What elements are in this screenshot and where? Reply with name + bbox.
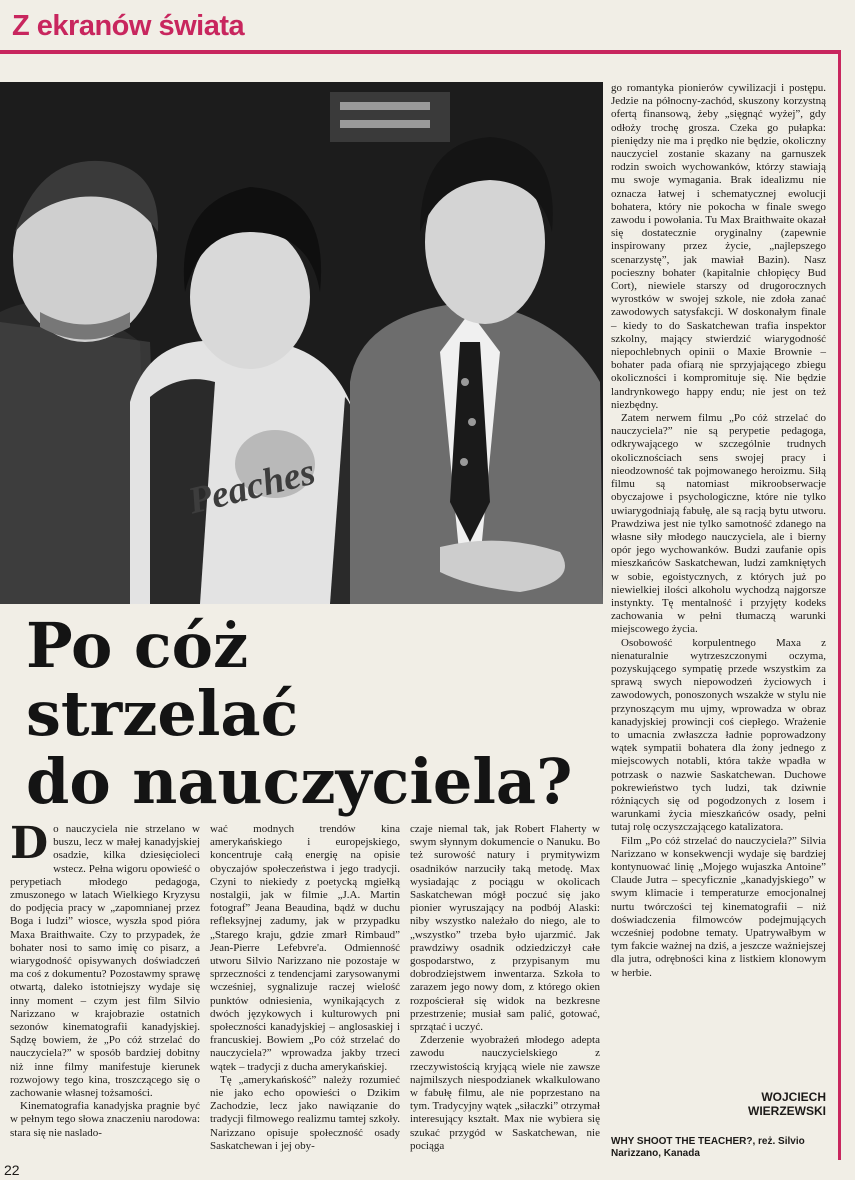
right-column-paragraph-3: Osobowość korpulentnego Maxa z nienaturalnie wytrzeszczonymi oczyma, pozyskującego sympatię przede wszystkim za sprawą swych niepowodzeń życiowych i zawodowych, ponoszonych wszakże w stylu nie przynoszącym mu ujmy, wprowadza w obraz kanadyjskiej prowincji coś ciepłego. Wrażenie to umacnia zwłaszcza ładnie poprowadzony wątek sympatii bohatera dla żony jednego z miejscowych notabli, która także wpadła w potrzask o nazwie Saskatchewan. Duchowe pokrewieństwo tych ludzi, tak dziwnie różniących się od pogodzonych z losem i warunkami życia mieszkańców osady, pełni tutaj rolę oczyszczającego katalizatora. xyxy=(611,636,826,834)
film-still-photo xyxy=(0,82,603,604)
author-byline xyxy=(611,1090,826,1118)
column-1-paragraph-1: o nauczyciela nie strzelano w buszu, lecz w małej kanadyjskiej osadzie, kilka dziesięcioleci wstecz. Pełna wigoru opowieść o perypetiach młodego pedagoga, zmuszonego w latach Wielkiego Kryzysu do podjęcia pracy w „zapomnianej przez Boga i ludzi” wiosce, wyszła spod pióra Maxa Braithwaite. Czy to przypadek, że bohater nosi to samo imię co pisarz, a wiarygodność opisywanych doświadczeń ma coś z dokumentu? Pozostawmy sprawę otwartą, daleko istotniejszy wydaje się inny moment – czym jest film Silvio Narizzano w krajobrazie ostatnich sezonów kinematografii kanadyjskiej. Sądzę bowiem, że „Po cóż strzelać do nauczyciela?” w sposób bardziej dobitny niż inne filmy manifestuje kierunek rozwojowy tego kina, troszczącego się o zachowanie własnej tożsamości. xyxy=(10,823,200,1100)
column-3 xyxy=(410,823,600,1163)
right-column xyxy=(611,82,826,980)
headline-line-1: Po cóż xyxy=(26,609,249,682)
right-column-paragraph-4: Film „Po cóż strzelać do nauczyciela?” Silvia Narizzano w konsekwencji wydaje się bardziej kontynuować linię „Mojego wujaszka Antoine” Claude Jutra – specyficznie „kanadyjskiego” w swym klimacie i temperaturze emocjonalnej nurtu twórczości tej kinematografii – niż doświadczenia filmowców podejmujących wcześniej podobne tematy. Upatrywałbym w tym fakcie ważnej na dziś, a jeszcze ważniejszej dla jutra, odrębności kina z listkiem klonowym w herbie. xyxy=(611,834,826,979)
column-1 xyxy=(10,818,200,1163)
section-title: Z ekranów świata xyxy=(12,10,245,42)
right-column-paragraph-1: go romantyka pionierów cywilizacji i postępu. Jedzie na północny-zachód, skuszony korzystną ofertą finansową, żeby „sięgnąć wyżej”, gdy odłoży trochę grosza. Czeka go pułapka: pieniędzy nie ma i prędko nie będzie, okoliczny nauczyciel zostanie skazany na garnuszek rodzin swoich wychowanków, którzy stawiają mu swoje wymagania. Brak idealizmu nie oznacza łatwej i schematycznej ewolucji bohatera, który nie pokocha w finale swego zawodu i powołania. Tu Max Braithwaite okazał się dostatecznie oryginalny (zapewnie inspirowany przez życie, „najlepszego scenarzystę”, jak mawiał Bazin). Nasz pociesznу bohater (kapitalnie chłopięcy Bud Cort), niewiele starszy od drugorocznych wyrostków w swojej szkole, nie zdoła zanać zawodowych satysfakcji. W doskonałym finale – kiedy to do Saskatchewan trafia inspektor szkolny, mający stwierdzić wiarygodność niepochlebnych opinii o Maxie Brownie – bohater pada ofiarą nie sprzyjającego zbiegu okoliczności i kompromituje się. Nie będzie landrynkowego happy endu; nie jest on też niezbędny. xyxy=(611,82,826,411)
page-number: 22 xyxy=(4,1162,20,1178)
top-rule xyxy=(0,50,840,54)
column-1-paragraph-2: Kinematografia kanadyjska pragnie być w pełnym tego słowa znaczeniu narodowa: stara się nie naslado- xyxy=(10,1100,200,1139)
right-column-paragraph-2: Zatem nerwem filmu „Po cóż strzelać do nauczyciela?” nie są perypetie pedagoga, odkrywającego w szczególnie trudnych okolicznościach sens swojej pracy i nieodzowność tak pojmowanego heroizmu. Siłą filmu są natomiast mikroobserwacje obyczajowe i psychologiczne, które nie tylko uwiarygodniają fabułę, ale są racją bytu utworu. Prawdziwa jest nie tylko samotność zdanego na własne siły młodego nauczyciela, ale i bierny opór jego wychowanków. Budzi zaufanie opis mieszkańców Saskatchewan, ludzi zamkniętych w sobie, egoistycznych, z których już po niewielkiej ilości alkoholu wychodzą najgorsze instynkty. Tę mentalność i przyjęty kodeks zachowania w pełni tłumaczą warunki miejscowego życia. xyxy=(611,412,826,636)
shirt-text: Peaches xyxy=(184,450,320,523)
drop-cap: D xyxy=(10,818,49,869)
headline xyxy=(26,609,606,818)
column-3-paragraph-2: Zderzenie wyobrażeń młodego adepta zawodu nauczycielskiego z rzeczywistością kryjącą wiele nie zawsze najmilszych niespodzianek wkalkulowano w fabułę filmu, ale nie poprzestano na tym. Tradycyjny wątek „siłaczki” otrzymał interesujący kształt. Max nie wybiera się szukać przygód w Saskatchewan, nie pociąga xyxy=(410,1034,600,1152)
column-3-paragraph-1: czaje niemal tak, jak Robert Flaherty w swym słynnym dokumencie o Nanuku. Bo też surowość natury i prymitywizm osadników narzuciły taką metodę. Max wysiadając z pociągu w okolicach Saskatchewan mógł poczuć się jako pionier wyruszający na podbój Alaski: niby wszystko należało do niego, ale to „wszystko” trzeba było ujarzmić. Jak prawdziwy osadnik odziedziczył całe gospodarstwo, z przypisanym mu dobrodziejstwem inwentarza. Szkoła to zarazem jego nowy dom, z którego okien rozpościerał się widok na bezkresne przestrzenie; musiał sam palić, gotować, sprzątać i uczyć. xyxy=(410,823,600,1034)
photo-caption: WHY SHOOT THE TEACHER?, reż. Silvio Narizzano, Kanada xyxy=(611,1136,805,1159)
headline-line-2: strzelać xyxy=(26,677,299,750)
author-first-name: WOJCIECH xyxy=(761,1090,826,1104)
column-2 xyxy=(210,823,400,1163)
article-columns xyxy=(10,818,600,1163)
side-rule xyxy=(838,50,841,1160)
column-2-paragraph-1: wać modnych trendów kina amerykańskiego i europejskiego, koncentruje całą energię na opisie obyczajów społeczeństwa i jego tradycji. Czyni to niekiedy z poetycką mgiełką nostalgii, jak w filmie „J.A. Martin fotograf” Jeana Beaudina, bądź w duchu refleksyjnej zadumy, jak w przypadku „Starego kraju, gdzie zmarł Rimbaud” Jean-Pierre Lefebvre'a. Odmienność utworu Silvio Narizzano nie pozostaje w sprzeczności z tendencjami zarysowanymi wcześniej, sygnalizuje raczej wielość punktów odniesienia, wynikających z dwóch językowych i kulturowych pni społeczności kanadyjskiej – anglosaskiej i francuskiej. Bowiem „Po cóż strzelać do nauczyciela?” wprowadza jakby trzeci wątek – tradycji z ducha amerykańskiej. xyxy=(210,823,400,1073)
column-2-paragraph-2: Tę „amerykańskość” należy rozumieć nie jako echo opowieści o Dzikim Zachodzie, lecz jako nawiązanie do tradycji filmowego realizmu tamtej szkoły. Narizzano opisuje społeczność osady Saskatchewan i jej oby- xyxy=(210,1073,400,1152)
author-last-name: WIERZEWSKI xyxy=(748,1104,826,1118)
headline-line-3: do nauczyciela? xyxy=(26,745,573,818)
